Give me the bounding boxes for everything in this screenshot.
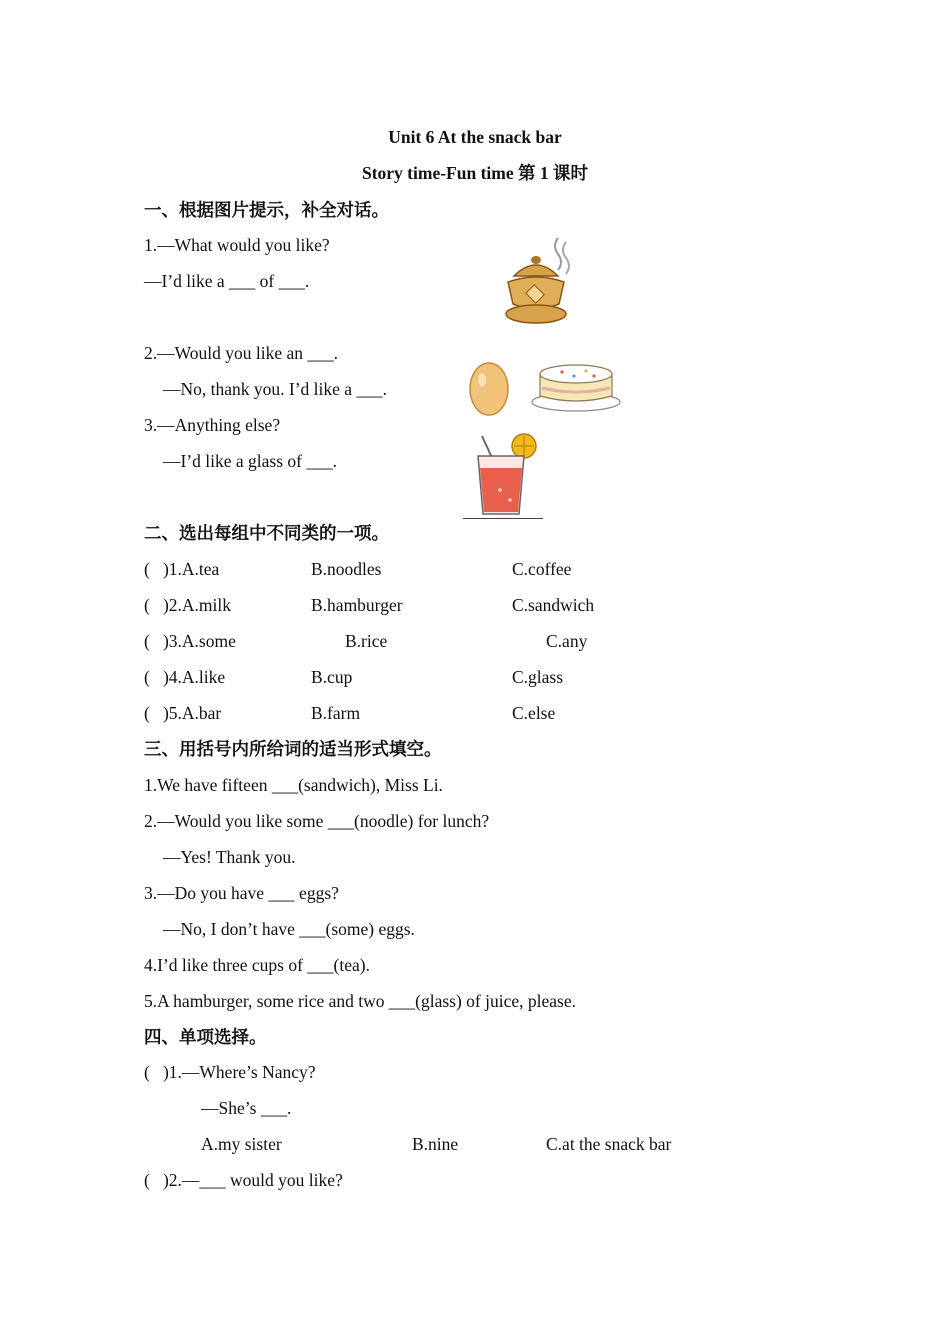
s3-line-5: —No, I don’t have ___(some) eggs. — [163, 919, 415, 939]
s2-row-5-q: ( )5.A.bar — [144, 703, 222, 723]
s2-row-5-b: B.farm — [311, 703, 361, 723]
s2-row-2-q: ( )2.A.milk — [144, 595, 232, 615]
s3-line-7: 5.A hamburger, some rice and two ___(glass) of juice, please. — [144, 991, 576, 1011]
s4-q1-option-c: C.at the snack bar — [546, 1134, 672, 1154]
s2-row-4-c: C.glass — [512, 667, 564, 687]
egg-image — [466, 356, 512, 418]
section3-heading: 三、用括号内所给词的适当形式填空。 — [144, 739, 442, 759]
s2-row-4-q: ( )4.A.like — [144, 667, 226, 687]
page-title: Unit 6 At the snack bar — [388, 127, 562, 147]
s2-row-4-b: B.cup — [311, 667, 353, 687]
s2-row-3-q: ( )3.A.some — [144, 631, 236, 651]
s1-line-6: —I’d like a glass of ___. — [163, 451, 337, 471]
s2-row-1-b: B.noodles — [311, 559, 382, 579]
s1-line-2: —I’d like a ___ of ___. — [144, 271, 310, 291]
section4-heading: 四、单项选择。 — [144, 1027, 267, 1047]
s2-row-2-b: B.hamburger — [311, 595, 403, 615]
s2-row-5-c: C.else — [512, 703, 556, 723]
section1-heading: 一、根据图片提示，补全对话。 — [144, 200, 389, 220]
s2-row-1-q: ( )1.A.tea — [144, 559, 220, 579]
s4-q1: ( )1.—Where’s Nancy? — [144, 1062, 316, 1082]
s3-line-4: 3.—Do you have ___ eggs? — [144, 883, 339, 903]
s4-q2: ( )2.—___ would you like? — [144, 1170, 343, 1190]
s4-q1-option-b: B.nine — [412, 1134, 459, 1154]
s1-line-1: 1.—What would you like? — [144, 235, 330, 255]
s3-line-3: —Yes! Thank you. — [163, 847, 296, 867]
cake-image — [528, 354, 624, 414]
s2-row-1-c: C.coffee — [512, 559, 572, 579]
s3-line-2: 2.—Would you like some ___(noodle) for lunch? — [144, 811, 490, 831]
s2-row-3-b: B.rice — [345, 631, 388, 651]
juice-glass-image — [470, 430, 540, 518]
s3-line-1: 1.We have fifteen ___(sandwich), Miss Li. — [144, 775, 443, 795]
s4-q1-option-a: A.my sister — [201, 1134, 282, 1154]
tea-cup-image — [500, 236, 580, 328]
s3-line-6: 4.I’d like three cups of ___(tea). — [144, 955, 370, 975]
s1-line-5: 3.—Anything else? — [144, 415, 281, 435]
s4-q1-answer: —She’s ___. — [201, 1098, 292, 1118]
s2-row-3-c: C.any — [546, 631, 588, 651]
answer-rule — [463, 518, 543, 519]
s1-line-3: 2.—Would you like an ___. — [144, 343, 338, 363]
s1-line-4: —No, thank you. I’d like a ___. — [163, 379, 388, 399]
section2-heading: 二、选出每组中不同类的一项。 — [144, 523, 389, 543]
s2-row-2-c: C.sandwich — [512, 595, 595, 615]
page-subtitle: Story time-Fun time 第 1 课时 — [361, 163, 588, 183]
